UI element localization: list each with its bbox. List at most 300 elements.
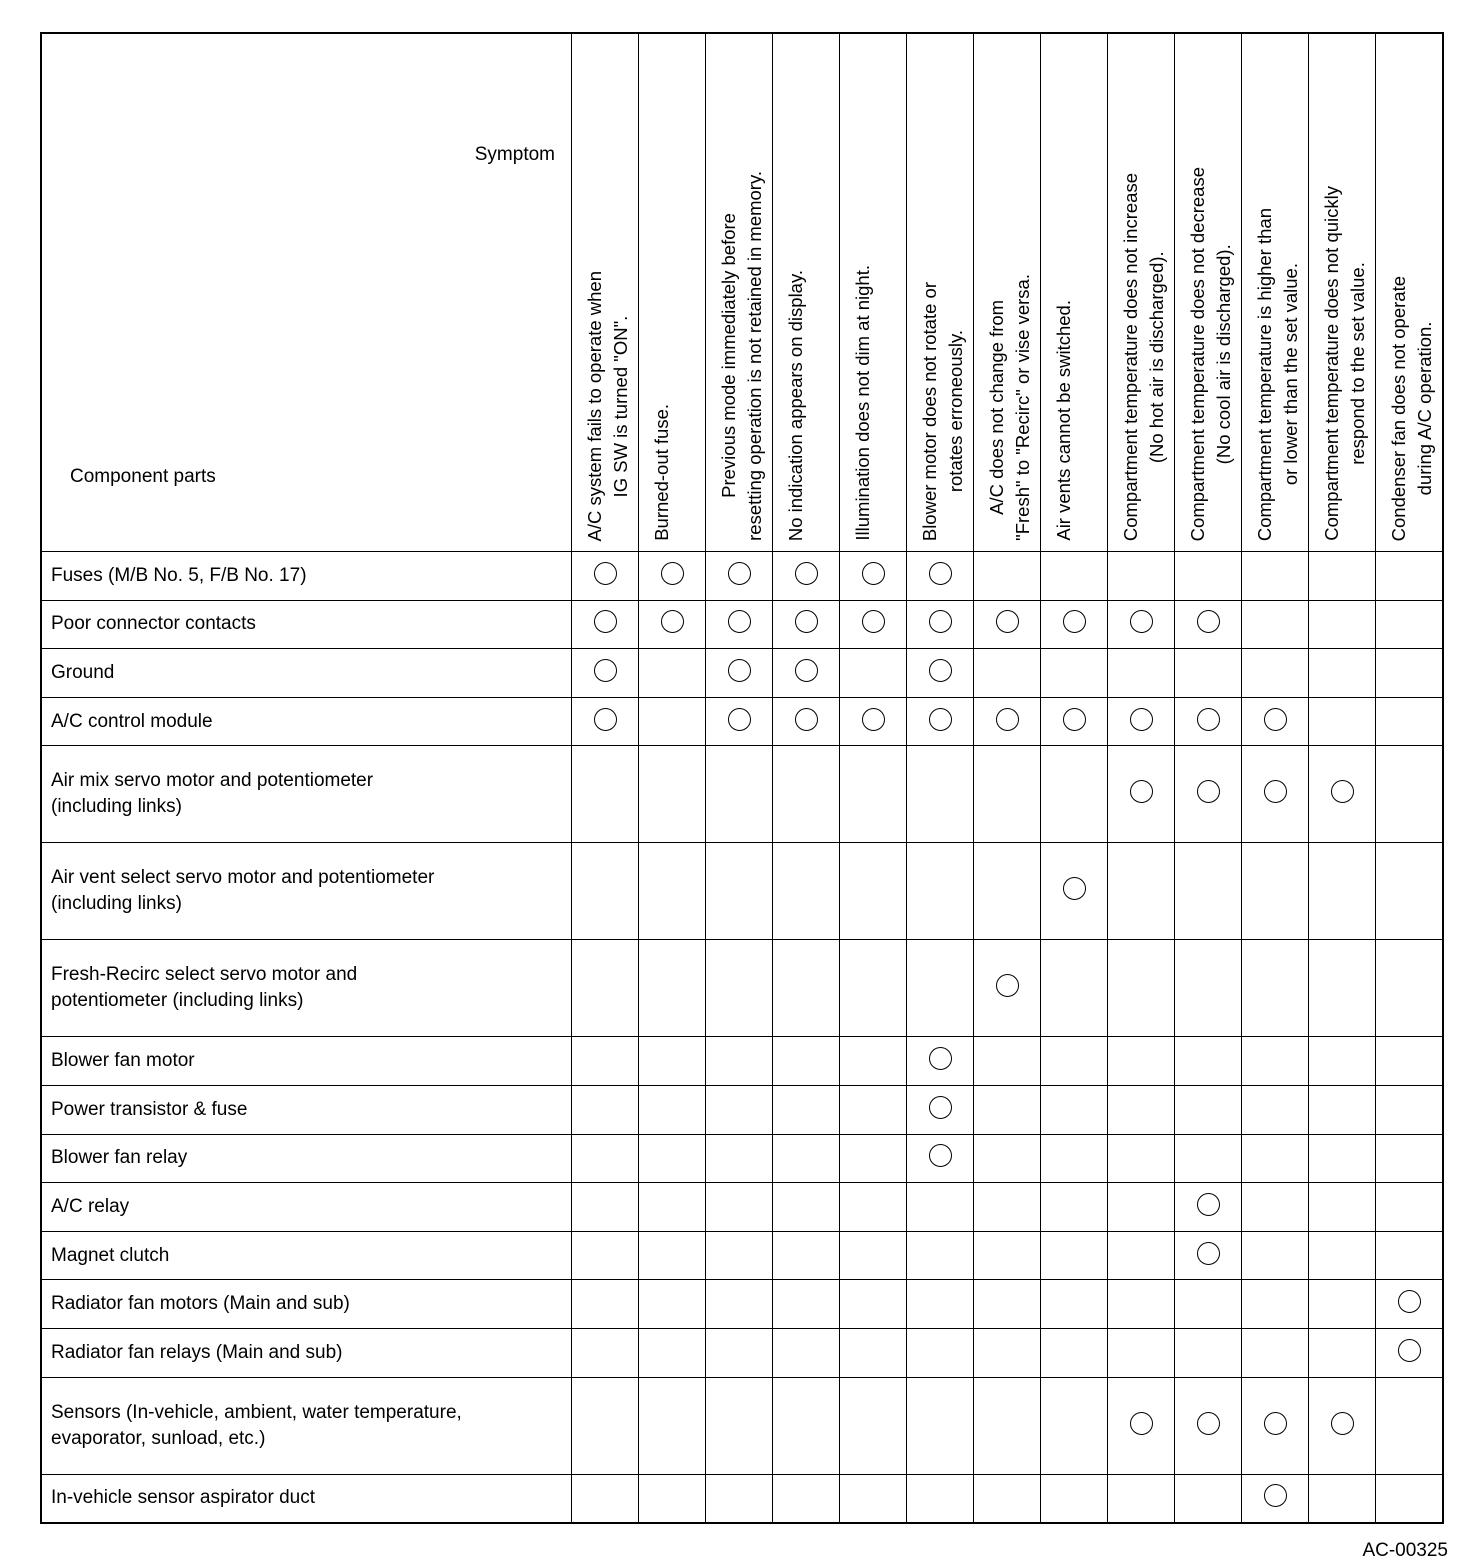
- circle-mark-icon: [1264, 1484, 1287, 1507]
- matrix-cell: [1041, 746, 1108, 843]
- matrix-cell: [1242, 1328, 1309, 1377]
- matrix-cell: [639, 697, 706, 746]
- matrix-cell: [773, 600, 840, 649]
- table-row: [41, 1183, 1443, 1232]
- matrix-cell: [1376, 697, 1444, 746]
- matrix-cell: [1175, 843, 1242, 940]
- matrix-cell: [1175, 1231, 1242, 1280]
- matrix-cell: [572, 1474, 639, 1523]
- symptom-header-6: [907, 33, 974, 552]
- matrix-cell: [1242, 1183, 1309, 1232]
- symptom-header-3: [706, 33, 773, 552]
- matrix-cell: [706, 1085, 773, 1134]
- matrix-cell: [773, 746, 840, 843]
- circle-mark-icon: [795, 659, 818, 682]
- matrix-cell: [1108, 746, 1175, 843]
- component-label: In-vehicle sensor aspirator duct: [41, 1474, 572, 1523]
- matrix-cell: [639, 552, 706, 601]
- matrix-cell: [1108, 1231, 1175, 1280]
- matrix-cell: [773, 1134, 840, 1183]
- matrix-cell: [1242, 1085, 1309, 1134]
- matrix-cell: [1376, 552, 1444, 601]
- matrix-cell: [974, 1134, 1041, 1183]
- circle-mark-icon: [1063, 708, 1086, 731]
- symptom-header-8: [1041, 33, 1108, 552]
- corner-header-cell: [41, 33, 572, 552]
- matrix-cell: [1108, 1134, 1175, 1183]
- matrix-cell: [1376, 1134, 1444, 1183]
- matrix-cell: [907, 600, 974, 649]
- matrix-cell: [1242, 940, 1309, 1037]
- matrix-cell: [773, 1474, 840, 1523]
- matrix-cell: [974, 1085, 1041, 1134]
- matrix-cell: [840, 940, 907, 1037]
- matrix-cell: [974, 600, 1041, 649]
- circle-mark-icon: [1197, 1242, 1220, 1265]
- matrix-cell: [907, 940, 974, 1037]
- matrix-cell: [1041, 1231, 1108, 1280]
- circle-mark-icon: [594, 659, 617, 682]
- matrix-cell: [572, 1183, 639, 1232]
- matrix-cell: [1041, 1280, 1108, 1329]
- matrix-cell: [907, 1377, 974, 1474]
- matrix-cell: [773, 1280, 840, 1329]
- matrix-cell: [1108, 940, 1175, 1037]
- table-row: [41, 746, 1443, 843]
- component-label: A/C control module: [41, 697, 572, 746]
- matrix-cell: [1108, 600, 1175, 649]
- matrix-cell: [840, 1474, 907, 1523]
- matrix-cell: [639, 1377, 706, 1474]
- symptom-text: Previous mode immediately before resetting operation is not retained in memory.: [718, 171, 765, 541]
- matrix-cell: [1242, 649, 1309, 698]
- component-label: Air mix servo motor and potentiometer (including links): [41, 746, 572, 843]
- matrix-cell: [840, 697, 907, 746]
- symptom-text: Compartment temperature does not decrease (No cool air is discharged).: [1187, 166, 1234, 541]
- table-row: [41, 843, 1443, 940]
- matrix-cell: [1175, 1328, 1242, 1377]
- matrix-cell: [1175, 1037, 1242, 1086]
- matrix-cell: [572, 649, 639, 698]
- matrix-cell: [639, 843, 706, 940]
- matrix-cell: [773, 1183, 840, 1232]
- matrix-cell: [1309, 697, 1376, 746]
- component-label: Poor connector contacts: [41, 600, 572, 649]
- matrix-cell: [840, 1377, 907, 1474]
- matrix-cell: [1108, 1328, 1175, 1377]
- matrix-cell: [1175, 649, 1242, 698]
- circle-mark-icon: [929, 1096, 952, 1119]
- header-row: [41, 33, 1443, 552]
- matrix-cell: [840, 1134, 907, 1183]
- component-label: Blower fan relay: [41, 1134, 572, 1183]
- matrix-cell: [974, 1280, 1041, 1329]
- circle-mark-icon: [1130, 780, 1153, 803]
- matrix-cell: [639, 600, 706, 649]
- circle-mark-icon: [862, 562, 885, 585]
- matrix-cell: [706, 1328, 773, 1377]
- matrix-cell: [907, 843, 974, 940]
- matrix-cell: [639, 746, 706, 843]
- matrix-cell: [1309, 940, 1376, 1037]
- matrix-cell: [1108, 1280, 1175, 1329]
- circle-mark-icon: [728, 659, 751, 682]
- matrix-cell: [1175, 600, 1242, 649]
- matrix-cell: [1108, 1474, 1175, 1523]
- table-row: [41, 940, 1443, 1037]
- matrix-cell: [1041, 940, 1108, 1037]
- circle-mark-icon: [1197, 610, 1220, 633]
- matrix-cell: [572, 697, 639, 746]
- matrix-cell: [1175, 697, 1242, 746]
- circle-mark-icon: [996, 974, 1019, 997]
- matrix-cell: [1041, 552, 1108, 601]
- component-label: Air vent select servo motor and potentiometer (including links): [41, 843, 572, 940]
- circle-mark-icon: [1197, 780, 1220, 803]
- matrix-cell: [706, 649, 773, 698]
- symptom-header-2: [639, 33, 706, 552]
- matrix-cell: [1175, 1085, 1242, 1134]
- matrix-cell: [706, 697, 773, 746]
- matrix-cell: [907, 1328, 974, 1377]
- matrix-cell: [907, 1280, 974, 1329]
- matrix-cell: [1376, 843, 1444, 940]
- matrix-cell: [572, 600, 639, 649]
- matrix-cell: [572, 1280, 639, 1329]
- matrix-cell: [907, 1134, 974, 1183]
- matrix-cell: [1309, 1231, 1376, 1280]
- component-label: Power transistor & fuse: [41, 1085, 572, 1134]
- matrix-cell: [572, 843, 639, 940]
- matrix-cell: [1376, 1231, 1444, 1280]
- matrix-cell: [840, 1231, 907, 1280]
- matrix-cell: [1242, 843, 1309, 940]
- matrix-cell: [572, 746, 639, 843]
- matrix-cell: [974, 1231, 1041, 1280]
- matrix-cell: [840, 1328, 907, 1377]
- matrix-cell: [1242, 1231, 1309, 1280]
- symptom-text: No indication appears on display.: [785, 269, 806, 541]
- matrix-cell: [907, 552, 974, 601]
- circle-mark-icon: [1130, 610, 1153, 633]
- matrix-cell: [974, 1377, 1041, 1474]
- matrix-cell: [1242, 746, 1309, 843]
- circle-mark-icon: [929, 1047, 952, 1070]
- circle-mark-icon: [795, 562, 818, 585]
- matrix-cell: [1376, 746, 1444, 843]
- symptom-text: Illumination does not dim at night.: [852, 265, 873, 541]
- circle-mark-icon: [728, 562, 751, 585]
- circle-mark-icon: [929, 610, 952, 633]
- circle-mark-icon: [1197, 1193, 1220, 1216]
- matrix-cell: [1108, 697, 1175, 746]
- matrix-cell: [572, 1037, 639, 1086]
- matrix-cell: [840, 552, 907, 601]
- matrix-cell: [706, 1474, 773, 1523]
- matrix-cell: [1108, 1037, 1175, 1086]
- circle-mark-icon: [1130, 708, 1153, 731]
- symptom-header-5: [840, 33, 907, 552]
- component-label: Radiator fan motors (Main and sub): [41, 1280, 572, 1329]
- matrix-cell: [840, 1280, 907, 1329]
- circle-mark-icon: [929, 659, 952, 682]
- circle-mark-icon: [594, 562, 617, 585]
- component-label: Fuses (M/B No. 5, F/B No. 17): [41, 552, 572, 601]
- circle-mark-icon: [1264, 1412, 1287, 1435]
- matrix-cell: [1108, 649, 1175, 698]
- matrix-cell: [572, 552, 639, 601]
- symptom-header-12: [1309, 33, 1376, 552]
- matrix-cell: [773, 649, 840, 698]
- matrix-cell: [974, 843, 1041, 940]
- circle-mark-icon: [661, 610, 684, 633]
- matrix-cell: [1041, 1085, 1108, 1134]
- circle-mark-icon: [996, 708, 1019, 731]
- matrix-cell: [773, 1328, 840, 1377]
- circle-mark-icon: [728, 610, 751, 633]
- matrix-cell: [1309, 649, 1376, 698]
- circle-mark-icon: [594, 610, 617, 633]
- table-row: [41, 1134, 1443, 1183]
- matrix-cell: [974, 746, 1041, 843]
- matrix-cell: [639, 1328, 706, 1377]
- matrix-cell: [1309, 1328, 1376, 1377]
- symptom-text: Compartment temperature does not increase (No hot air is discharged).: [1120, 172, 1167, 541]
- circle-mark-icon: [1331, 1412, 1354, 1435]
- symptom-text: Air vents cannot be switched.: [1053, 300, 1074, 541]
- matrix-cell: [1309, 1183, 1376, 1232]
- matrix-cell: [840, 600, 907, 649]
- matrix-cell: [1376, 940, 1444, 1037]
- matrix-cell: [639, 1231, 706, 1280]
- matrix-cell: [1041, 843, 1108, 940]
- circle-mark-icon: [929, 1144, 952, 1167]
- matrix-cell: [974, 1183, 1041, 1232]
- matrix-cell: [1108, 843, 1175, 940]
- circle-mark-icon: [862, 610, 885, 633]
- matrix-cell: [773, 940, 840, 1037]
- component-label: Blower fan motor: [41, 1037, 572, 1086]
- component-label: Ground: [41, 649, 572, 698]
- matrix-cell: [1041, 1183, 1108, 1232]
- matrix-cell: [1041, 1037, 1108, 1086]
- circle-mark-icon: [594, 708, 617, 731]
- matrix-cell: [1175, 1183, 1242, 1232]
- matrix-cell: [706, 746, 773, 843]
- matrix-cell: [1041, 697, 1108, 746]
- symptom-header-11: [1242, 33, 1309, 552]
- matrix-cell: [840, 746, 907, 843]
- circle-mark-icon: [1063, 877, 1086, 900]
- symptom-header-10: [1175, 33, 1242, 552]
- matrix-cell: [1108, 1085, 1175, 1134]
- matrix-cell: [907, 649, 974, 698]
- matrix-cell: [1242, 1474, 1309, 1523]
- circle-mark-icon: [862, 708, 885, 731]
- matrix-cell: [639, 1037, 706, 1086]
- circle-mark-icon: [1398, 1290, 1421, 1313]
- matrix-cell: [1309, 843, 1376, 940]
- matrix-cell: [706, 1377, 773, 1474]
- component-label: Radiator fan relays (Main and sub): [41, 1328, 572, 1377]
- circle-mark-icon: [929, 708, 952, 731]
- matrix-cell: [907, 746, 974, 843]
- matrix-cell: [639, 1280, 706, 1329]
- matrix-cell: [1309, 1085, 1376, 1134]
- matrix-cell: [840, 1183, 907, 1232]
- matrix-cell: [1108, 1183, 1175, 1232]
- matrix-cell: [706, 843, 773, 940]
- matrix-cell: [773, 843, 840, 940]
- matrix-cell: [974, 1037, 1041, 1086]
- circle-mark-icon: [728, 708, 751, 731]
- matrix-cell: [1242, 697, 1309, 746]
- circle-mark-icon: [661, 562, 684, 585]
- matrix-cell: [907, 1474, 974, 1523]
- matrix-cell: [639, 940, 706, 1037]
- circle-mark-icon: [1398, 1339, 1421, 1362]
- symptom-header-4: [773, 33, 840, 552]
- matrix-cell: [1309, 1134, 1376, 1183]
- matrix-cell: [1041, 1474, 1108, 1523]
- symptom-text: Condenser fan does not operate during A/C operation.: [1388, 275, 1435, 541]
- matrix-cell: [1175, 1280, 1242, 1329]
- matrix-cell: [1242, 1037, 1309, 1086]
- matrix-cell: [639, 1183, 706, 1232]
- matrix-cell: [1108, 552, 1175, 601]
- matrix-cell: [840, 843, 907, 940]
- matrix-cell: [1376, 600, 1444, 649]
- matrix-cell: [1376, 1183, 1444, 1232]
- matrix-cell: [1041, 1377, 1108, 1474]
- component-label: Magnet clutch: [41, 1231, 572, 1280]
- matrix-cell: [974, 552, 1041, 601]
- matrix-cell: [706, 1037, 773, 1086]
- matrix-cell: [1175, 1377, 1242, 1474]
- matrix-cell: [907, 1037, 974, 1086]
- figure-code: AC-00325: [1362, 1540, 1448, 1561]
- matrix-cell: [1242, 1134, 1309, 1183]
- circle-mark-icon: [1197, 1412, 1220, 1435]
- matrix-cell: [1309, 552, 1376, 601]
- circle-mark-icon: [1331, 780, 1354, 803]
- matrix-cell: [907, 697, 974, 746]
- matrix-cell: [974, 1474, 1041, 1523]
- matrix-cell: [706, 1183, 773, 1232]
- matrix-cell: [1175, 1474, 1242, 1523]
- table-row: [41, 1328, 1443, 1377]
- matrix-cell: [1041, 649, 1108, 698]
- matrix-cell: [974, 649, 1041, 698]
- symptom-text: A/C system fails to operate when IG SW is turned "ON".: [584, 270, 631, 541]
- matrix-cell: [706, 940, 773, 1037]
- matrix-cell: [1376, 1280, 1444, 1329]
- table-row: [41, 1280, 1443, 1329]
- matrix-cell: [773, 1231, 840, 1280]
- matrix-cell: [1041, 1134, 1108, 1183]
- matrix-cell: [639, 1134, 706, 1183]
- circle-mark-icon: [1063, 610, 1086, 633]
- symptom-text: Burned-out fuse.: [651, 404, 672, 541]
- matrix-cell: [1108, 1377, 1175, 1474]
- symptom-text: Blower motor does not rotate or rotates erroneously.: [919, 281, 966, 541]
- matrix-cell: [572, 1085, 639, 1134]
- circle-mark-icon: [795, 708, 818, 731]
- table-row: [41, 649, 1443, 698]
- table-row: [41, 552, 1443, 601]
- matrix-cell: [706, 1280, 773, 1329]
- circle-mark-icon: [1264, 780, 1287, 803]
- matrix-cell: [1309, 1474, 1376, 1523]
- matrix-cell: [1242, 1280, 1309, 1329]
- table-row: [41, 1085, 1443, 1134]
- matrix-cell: [907, 1183, 974, 1232]
- matrix-cell: [1376, 1377, 1444, 1474]
- component-label: A/C relay: [41, 1183, 572, 1232]
- matrix-cell: [974, 940, 1041, 1037]
- table-row: [41, 1231, 1443, 1280]
- symptom-header-7: [974, 33, 1041, 552]
- matrix-cell: [1175, 746, 1242, 843]
- matrix-cell: [572, 1328, 639, 1377]
- matrix-cell: [1041, 600, 1108, 649]
- matrix-cell: [639, 649, 706, 698]
- matrix-cell: [572, 1134, 639, 1183]
- matrix-cell: [907, 1231, 974, 1280]
- matrix-cell: [773, 1085, 840, 1134]
- circle-mark-icon: [929, 562, 952, 585]
- table-row: [41, 1377, 1443, 1474]
- matrix-cell: [1309, 746, 1376, 843]
- matrix-cell: [639, 1474, 706, 1523]
- circle-mark-icon: [996, 610, 1019, 633]
- table-row: [41, 697, 1443, 746]
- matrix-cell: [1242, 552, 1309, 601]
- matrix-cell: [840, 1085, 907, 1134]
- circle-mark-icon: [1197, 708, 1220, 731]
- matrix-cell: [706, 552, 773, 601]
- matrix-cell: [1242, 600, 1309, 649]
- matrix-cell: [907, 1085, 974, 1134]
- matrix-cell: [706, 1231, 773, 1280]
- matrix-cell: [773, 1037, 840, 1086]
- table-row: [41, 1037, 1443, 1086]
- table-row: [41, 1474, 1443, 1523]
- circle-mark-icon: [1130, 1412, 1153, 1435]
- matrix-cell: [840, 649, 907, 698]
- matrix-cell: [1041, 1328, 1108, 1377]
- symptom-heading: Symptom: [474, 144, 555, 165]
- symptom-text: Compartment temperature is higher than or lower than the set value.: [1254, 207, 1301, 541]
- matrix-cell: [773, 697, 840, 746]
- component-label: Sensors (In-vehicle, ambient, water temperature, evaporator, sunload, etc.): [41, 1377, 572, 1474]
- symptom-header-13: [1376, 33, 1444, 552]
- matrix-cell: [572, 1231, 639, 1280]
- matrix-cell: [1376, 1037, 1444, 1086]
- matrix-cell: [1242, 1377, 1309, 1474]
- symptom-matrix-table: [40, 32, 1444, 1524]
- component-label: Fresh-Recirc select servo motor and potentiometer (including links): [41, 940, 572, 1037]
- circle-mark-icon: [1264, 708, 1287, 731]
- table-row: [41, 600, 1443, 649]
- matrix-cell: [1309, 1280, 1376, 1329]
- circle-mark-icon: [795, 610, 818, 633]
- matrix-cell: [1376, 649, 1444, 698]
- matrix-cell: [572, 1377, 639, 1474]
- symptom-header-9: [1108, 33, 1175, 552]
- matrix-cell: [1175, 552, 1242, 601]
- matrix-cell: [773, 1377, 840, 1474]
